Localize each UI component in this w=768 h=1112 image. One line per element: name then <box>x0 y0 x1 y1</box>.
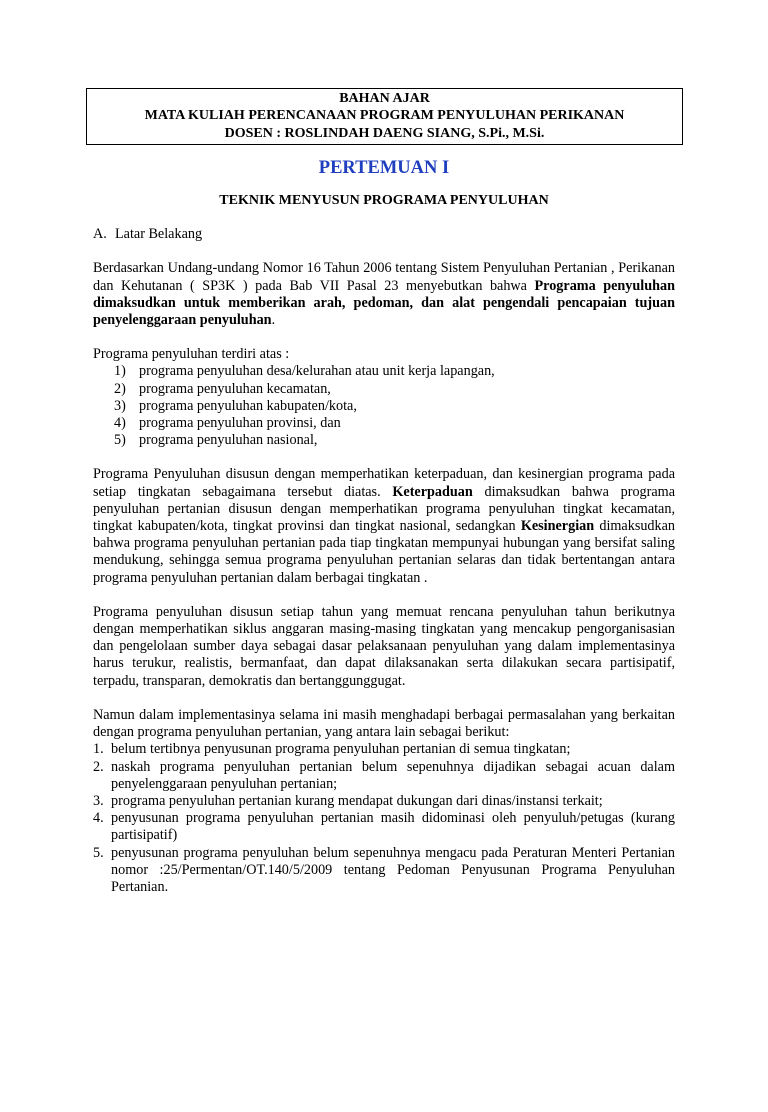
section-label: A. <box>93 226 107 243</box>
list-item-number: 2. <box>93 758 104 775</box>
paragraph-integration-text-3: dimaksudkan bahwa programa penyuluhan pertanian pada tiap tingkatan mempunyai hubungan yang bersifat saling mendukung, sehingga semua programa penyuluhan pertanian selaras dan tidak bertentangan antara programa penyuluhan pertanian dalam berbagai tingkatan . <box>93 518 676 586</box>
programa-types-list <box>93 363 675 449</box>
list-item <box>93 432 675 449</box>
list-item-text: programa penyuluhan nasional, <box>139 432 318 449</box>
header-box <box>86 88 683 145</box>
kesinergian-term: Kesinergian <box>520 518 595 535</box>
subject-title: TEKNIK MENYUSUN PROGRAMA PENYULUHAN <box>219 193 549 209</box>
problems-list <box>93 741 675 896</box>
programa-types-intro: Programa penyuluhan terdiri atas : <box>93 346 290 363</box>
paragraph-intro-end: . <box>271 312 276 329</box>
list-item <box>93 793 675 810</box>
list-item <box>93 759 675 793</box>
list-item-number: 4. <box>93 810 104 827</box>
paragraph-intro-law <box>93 260 675 329</box>
meeting-title: PERTEMUAN I <box>318 158 450 179</box>
problems-intro: Namun dalam implementasinya selama ini masih menghadapi berbagai permasalahan yang berkaitan dengan programa penyuluhan pertanian, yang antara lain sebagai berikut: <box>93 706 675 741</box>
paragraph-intro-bold: Programa penyuluhan dimaksudkan untuk memberikan arah, pedoman, dan alat pengendali pencapaian tujuan penyelenggaraan penyuluhan <box>93 277 675 329</box>
paragraph-integration <box>93 466 675 586</box>
header-line-2: MATA KULIAH PERENCANAAN PROGRAM PENYULUHAN PERIKANAN <box>144 108 625 124</box>
header-line-1: BAHAN AJAR <box>339 91 430 106</box>
list-item <box>93 381 675 398</box>
list-item-number: 3) <box>114 397 126 414</box>
paragraph-annual-programa: Programa penyuluhan disusun setiap tahun yang memuat rencana penyuluhan tahun berikutnya dengan memperhatikan siklus anggaran masing-masing tingkatan yang mencakup pengorganisasian dan pengelolaan sumber daya sebagai dasar pelaksanaan penyuluhan yang dalam implementasinya harus terukur, realistis, bermanfaat, dan dapat dilaksanakan serta dilakukan secara partisipatif, terpadu, transparan, demokratis dan bertanggunggugat. <box>93 603 675 689</box>
list-item <box>93 741 675 758</box>
list-item-text: programa penyuluhan pertanian kurang mendapat dukungan dari dinas/instansi terkait; <box>111 792 603 809</box>
list-item-text: penyusunan programa penyuluhan belum sepenuhnya mengacu pada Peraturan Menteri Pertanian nomor :25/Permentan/OT.140/5/2009 tentang Pedoman Penyusunan Programa Penyuluhan Pertanian. <box>111 844 675 895</box>
list-item <box>93 845 675 897</box>
list-item-text: programa penyuluhan kecamatan, <box>139 380 331 397</box>
header-line-3: DOSEN : ROSLINDAH DAENG SIANG, S.Pi., M.Si. <box>224 125 545 141</box>
list-item-number: 4) <box>114 415 126 432</box>
paragraph-intro-text: Berdasarkan Undang-undang Nomor 16 Tahun 2006 tentang Sistem Penyuluhan Pertanian , Perikanan dan Kehutanan ( SP3K ) pada Bab VII Pasal 23 menyebutkan bahwa <box>93 260 675 294</box>
keterpaduan-term: Keterpaduan <box>392 483 473 500</box>
section-title-text: Latar Belakang <box>115 226 203 243</box>
list-item-text: naskah programa penyuluhan pertanian belum sepenuhnya dijadikan sebagai acuan dalam penyelenggaraan penyuluhan pertanian; <box>111 758 675 792</box>
paragraph-integration-text-2: dimaksudkan bahwa programa penyuluhan pertanian disusun dengan memperhatikan programa penyuluhan tingkat kecamatan, tingkat kabupaten/kota, tingkat provinsi dan tingkat nasional, sedangkan <box>93 483 675 535</box>
list-item-number: 5. <box>93 844 104 861</box>
list-item <box>93 398 675 415</box>
section-heading <box>93 226 675 243</box>
list-item-text: programa penyuluhan provinsi, dan <box>139 415 341 432</box>
problems-block <box>93 707 675 896</box>
list-item-text: belum tertibnya penyusunan programa penyuluhan pertanian di semua tingkatan; <box>111 741 571 758</box>
list-item <box>93 415 675 432</box>
document-page <box>0 88 768 1112</box>
list-item-text: programa penyuluhan desa/kelurahan atau unit kerja lapangan, <box>139 363 495 380</box>
list-item-text: programa penyuluhan kabupaten/kota, <box>139 397 357 414</box>
list-item-number: 2) <box>114 380 126 397</box>
list-item-number: 5) <box>114 432 126 449</box>
list-item-number: 1) <box>114 363 126 380</box>
list-item <box>93 363 675 380</box>
programa-types-block <box>93 346 675 449</box>
list-item <box>93 810 675 844</box>
list-item-number: 1. <box>93 741 104 758</box>
list-item-text: penyusunan programa penyuluhan pertanian masih didominasi oleh penyuluh/petugas (kurang partisipatif) <box>111 810 675 844</box>
list-item-number: 3. <box>93 792 104 809</box>
paragraph-integration-text-1: Programa Penyuluhan disusun dengan memperhatikan keterpaduan, dan kesinergian programa pada setiap tingkatan sebagaimana tersebut diatas. <box>93 466 675 500</box>
